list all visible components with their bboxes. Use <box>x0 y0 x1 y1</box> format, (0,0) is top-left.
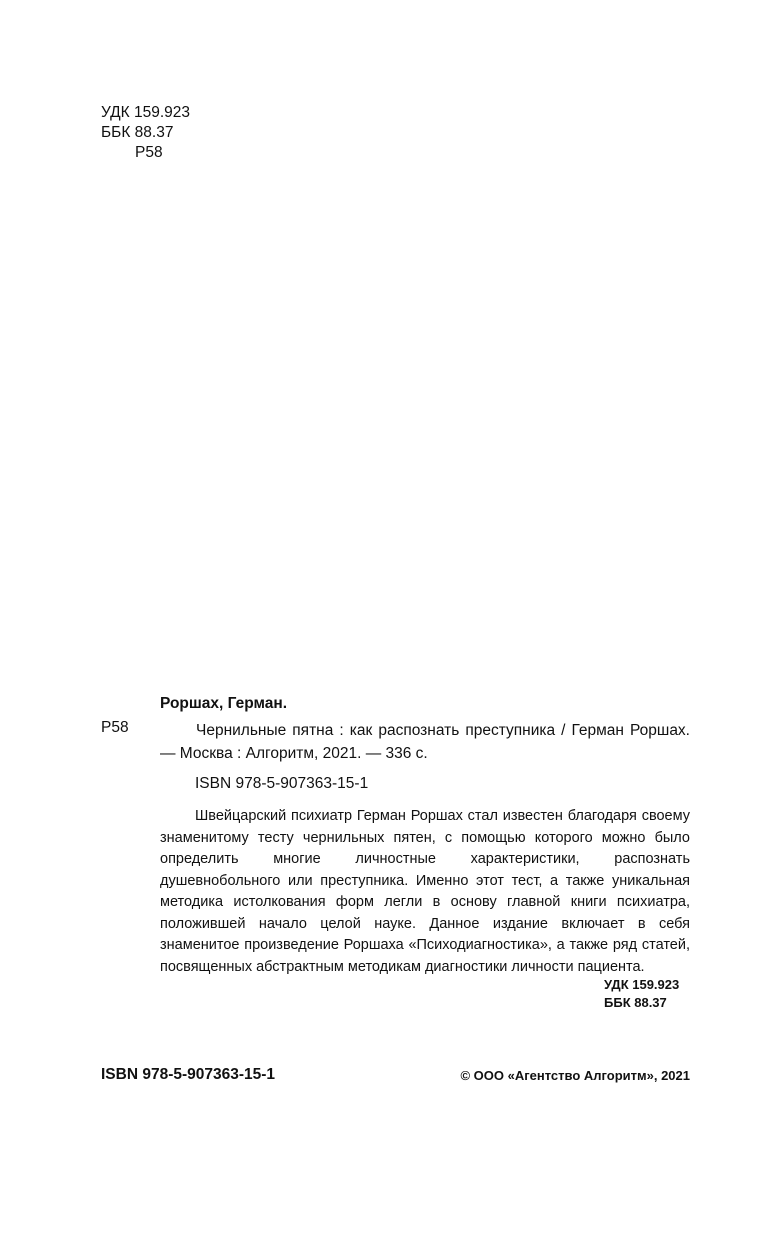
top-classification-codes <box>101 103 190 163</box>
bbk-code: ББК 88.37 <box>101 124 174 141</box>
annotation-text: Швейцарский психиатр Герман Роршах стал известен благодаря своему знаменитому тесту чернильных пятен, с помощью которого можно было определить многие личностные характеристики, распознать душевнобольного или преступника. Именно этот тест, а также уникальная методика истолкования форм легли в основу главной книги психиатра, положившей начало целой науке. Данное издание включает в себя знаменитое произведение Роршаха «Психодиагностика», а также ряд статей, посвященных абстрактным методикам диагностики личности пациента. <box>160 808 690 975</box>
entry-author-code: Р58 <box>101 719 129 736</box>
bibliographic-title <box>160 719 690 765</box>
bbk-bold: ББК 88.37 <box>604 995 667 1010</box>
udk-bold: УДК 159.923 <box>604 977 680 992</box>
title-line: Чернильные пятна : как распознать преступника / Герман Роршах. — Москва : Алгоритм, 2021. — 336 с. <box>160 722 690 762</box>
classification-block <box>604 976 679 1012</box>
author-code: Р58 <box>135 144 163 161</box>
footer-isbn: ISBN 978-5-907363-15-1 <box>101 1066 276 1083</box>
entry-isbn: ISBN 978-5-907363-15-1 <box>195 775 369 792</box>
author-name: Роршах, Герман. <box>160 695 288 712</box>
udk-code: УДК 159.923 <box>101 104 191 121</box>
copyright: © ООО «Агентство Алгоритм», 2021 <box>460 1068 690 1083</box>
